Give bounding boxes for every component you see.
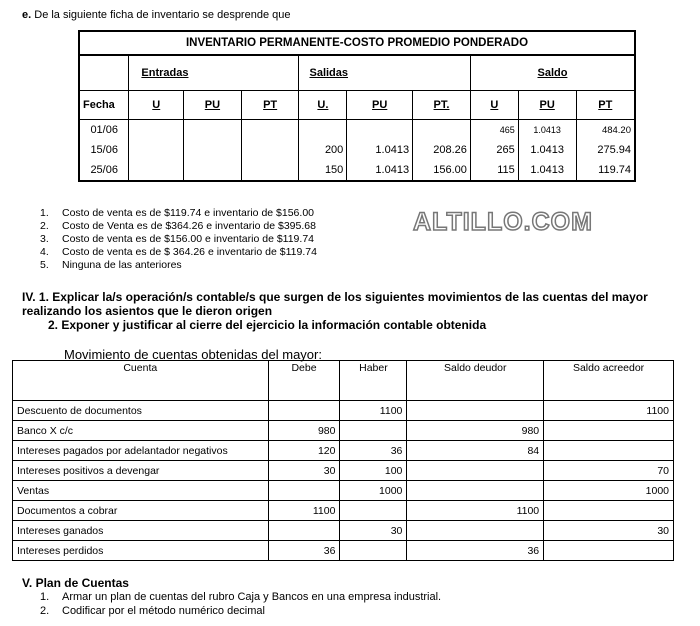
cell: Ventas — [13, 481, 269, 501]
col-entradas-pu: PU — [184, 91, 242, 120]
table-row — [13, 541, 674, 561]
option-number: 3. — [40, 233, 49, 245]
list-item — [40, 246, 317, 259]
table-row — [13, 501, 674, 521]
col-salidas-pu: PU — [347, 91, 413, 120]
cell: Banco X c/c — [13, 421, 269, 441]
inventory-title: INVENTARIO PERMANENTE-COSTO PROMEDIO PONDERADO — [79, 31, 635, 55]
list-item — [40, 207, 317, 220]
inventory-row — [79, 160, 635, 181]
cell: 70 — [544, 461, 674, 481]
list-item — [40, 259, 317, 272]
col-fecha: Fecha — [79, 91, 129, 120]
cell — [544, 441, 674, 461]
cell — [340, 421, 407, 441]
inventory-row — [79, 140, 635, 160]
section-iv — [22, 290, 697, 332]
cell: 119.74 — [576, 160, 635, 181]
cell: 980 — [268, 421, 340, 441]
cell: 30 — [340, 521, 407, 541]
cell: 15/06 — [79, 140, 129, 160]
cell: 265 — [470, 140, 518, 160]
plan-list — [40, 590, 441, 618]
item-number: 2. — [40, 605, 50, 617]
cell — [544, 501, 674, 521]
cell: Documentos a cobrar — [13, 501, 269, 521]
col-saldo-pu: PU — [518, 91, 576, 120]
cell: 484.20 — [576, 120, 635, 141]
cell: 1.0413 — [347, 160, 413, 181]
cell: Intereses pagados por adelantador negativos — [13, 441, 269, 461]
option-number: 4. — [40, 246, 49, 258]
col-saldo-deudor: Saldo deudor — [407, 361, 544, 401]
col-saldo-acreedor: Saldo acreedor — [544, 361, 674, 401]
cell: 100 — [340, 461, 407, 481]
section-v-title: V. Plan de Cuentas — [22, 576, 129, 590]
col-salidas-u: U. — [299, 91, 347, 120]
cell — [544, 421, 674, 441]
cell — [407, 521, 544, 541]
list-item — [40, 604, 441, 618]
cell: 25/06 — [79, 160, 129, 181]
col-entradas-pt: PT — [241, 91, 299, 120]
movements-title: Movimiento de cuentas obtenidas del mayor: — [64, 347, 322, 362]
cell — [407, 401, 544, 421]
cell — [413, 120, 471, 141]
col-saldo-u: U — [470, 91, 518, 120]
cell — [407, 461, 544, 481]
cell — [340, 501, 407, 521]
cell — [241, 140, 299, 160]
item-number: 1. — [40, 591, 50, 603]
col-entradas-u: U — [129, 91, 184, 120]
col-haber: Haber — [340, 361, 407, 401]
cell — [544, 541, 674, 561]
cell: 1000 — [544, 481, 674, 501]
cell — [184, 140, 242, 160]
cell: Intereses perdidos — [13, 541, 269, 561]
table-row — [13, 441, 674, 461]
col-cuenta: Cuenta — [13, 361, 269, 401]
cell: 200 — [299, 140, 347, 160]
table-row — [13, 421, 674, 441]
cell: 36 — [407, 541, 544, 561]
cell: 156.00 — [413, 160, 471, 181]
table-row — [13, 481, 674, 501]
cell: 36 — [340, 441, 407, 461]
col-debe: Debe — [268, 361, 340, 401]
watermark: ALTILLO.COM — [413, 208, 593, 236]
table-row — [13, 461, 674, 481]
col-saldo-pt: PT — [576, 91, 635, 120]
intro-line — [22, 9, 290, 21]
cell: 208.26 — [413, 140, 471, 160]
group-salidas: Salidas — [299, 55, 470, 91]
cell: Intereses ganados — [13, 521, 269, 541]
cell — [241, 160, 299, 181]
cell — [268, 401, 340, 421]
cell: 465 — [470, 120, 518, 141]
cell — [184, 120, 242, 141]
cell: Descuento de documentos — [13, 401, 269, 421]
cell — [340, 541, 407, 561]
option-text: Costo de Venta es de $364.26 e inventario de $395.68 — [62, 220, 316, 232]
col-salidas-pt: PT. — [413, 91, 471, 120]
item-text: Codificar por el método numérico decimal — [62, 605, 265, 617]
cell: 1.0413 — [518, 160, 576, 181]
cell: 1100 — [544, 401, 674, 421]
cell: 120 — [268, 441, 340, 461]
cell: 1100 — [340, 401, 407, 421]
option-number: 2. — [40, 220, 49, 232]
option-text: Costo de venta es de $119.74 e inventario de $156.00 — [62, 207, 314, 219]
section-iv-line3: 2. Exponer y justificar al cierre del ejercicio la información contable obtenida — [48, 318, 487, 332]
cell — [129, 160, 184, 181]
option-number: 1. — [40, 207, 49, 219]
cell: 150 — [299, 160, 347, 181]
cell — [184, 160, 242, 181]
cell: 1.0413 — [518, 140, 576, 160]
intro-text: De la siguiente ficha de inventario se desprende que — [34, 9, 291, 21]
cell — [347, 120, 413, 141]
list-item — [40, 233, 317, 246]
cell: 1000 — [340, 481, 407, 501]
option-text: Costo de venta es de $ 364.26 e inventario de $119.74 — [62, 246, 317, 258]
cell: 1.0413 — [518, 120, 576, 141]
cell: 01/06 — [79, 120, 129, 141]
item-text: Armar un plan de cuentas del rubro Caja y Bancos en una empresa industrial. — [62, 591, 442, 603]
section-iv-line2: realizando los asientos que le dieron origen — [22, 304, 273, 318]
option-number: 5. — [40, 259, 49, 271]
cell — [241, 120, 299, 141]
movements-table — [12, 360, 674, 561]
cell: 980 — [407, 421, 544, 441]
list-item — [40, 220, 317, 233]
section-iv-line1: IV. 1. Explicar la/s operación/s contable/s que surgen de los siguientes movimientos de las cuentas del mayor — [22, 290, 648, 304]
cell: 1.0413 — [347, 140, 413, 160]
cell: 30 — [268, 461, 340, 481]
inventory-row — [79, 120, 635, 141]
group-blank — [79, 55, 129, 91]
cell: 1100 — [407, 501, 544, 521]
cell: 115 — [470, 160, 518, 181]
cell: 30 — [544, 521, 674, 541]
answer-options — [40, 207, 317, 272]
cell — [268, 481, 340, 501]
cell — [299, 120, 347, 141]
option-text: Ninguna de las anteriores — [62, 259, 182, 271]
group-saldo: Saldo — [470, 55, 635, 91]
cell: 275.94 — [576, 140, 635, 160]
inventory-table — [78, 30, 636, 182]
cell — [407, 481, 544, 501]
intro-letter: e. — [22, 9, 32, 21]
cell: Intereses positivos a devengar — [13, 461, 269, 481]
option-text: Costo de venta es de $156.00 e inventario de $119.74 — [62, 233, 314, 245]
list-item — [40, 590, 441, 604]
cell: 36 — [268, 541, 340, 561]
cell — [268, 521, 340, 541]
cell: 1100 — [268, 501, 340, 521]
cell — [129, 140, 184, 160]
table-row — [13, 401, 674, 421]
cell: 84 — [407, 441, 544, 461]
table-row — [13, 521, 674, 541]
group-entradas: Entradas — [129, 55, 299, 91]
cell — [129, 120, 184, 141]
